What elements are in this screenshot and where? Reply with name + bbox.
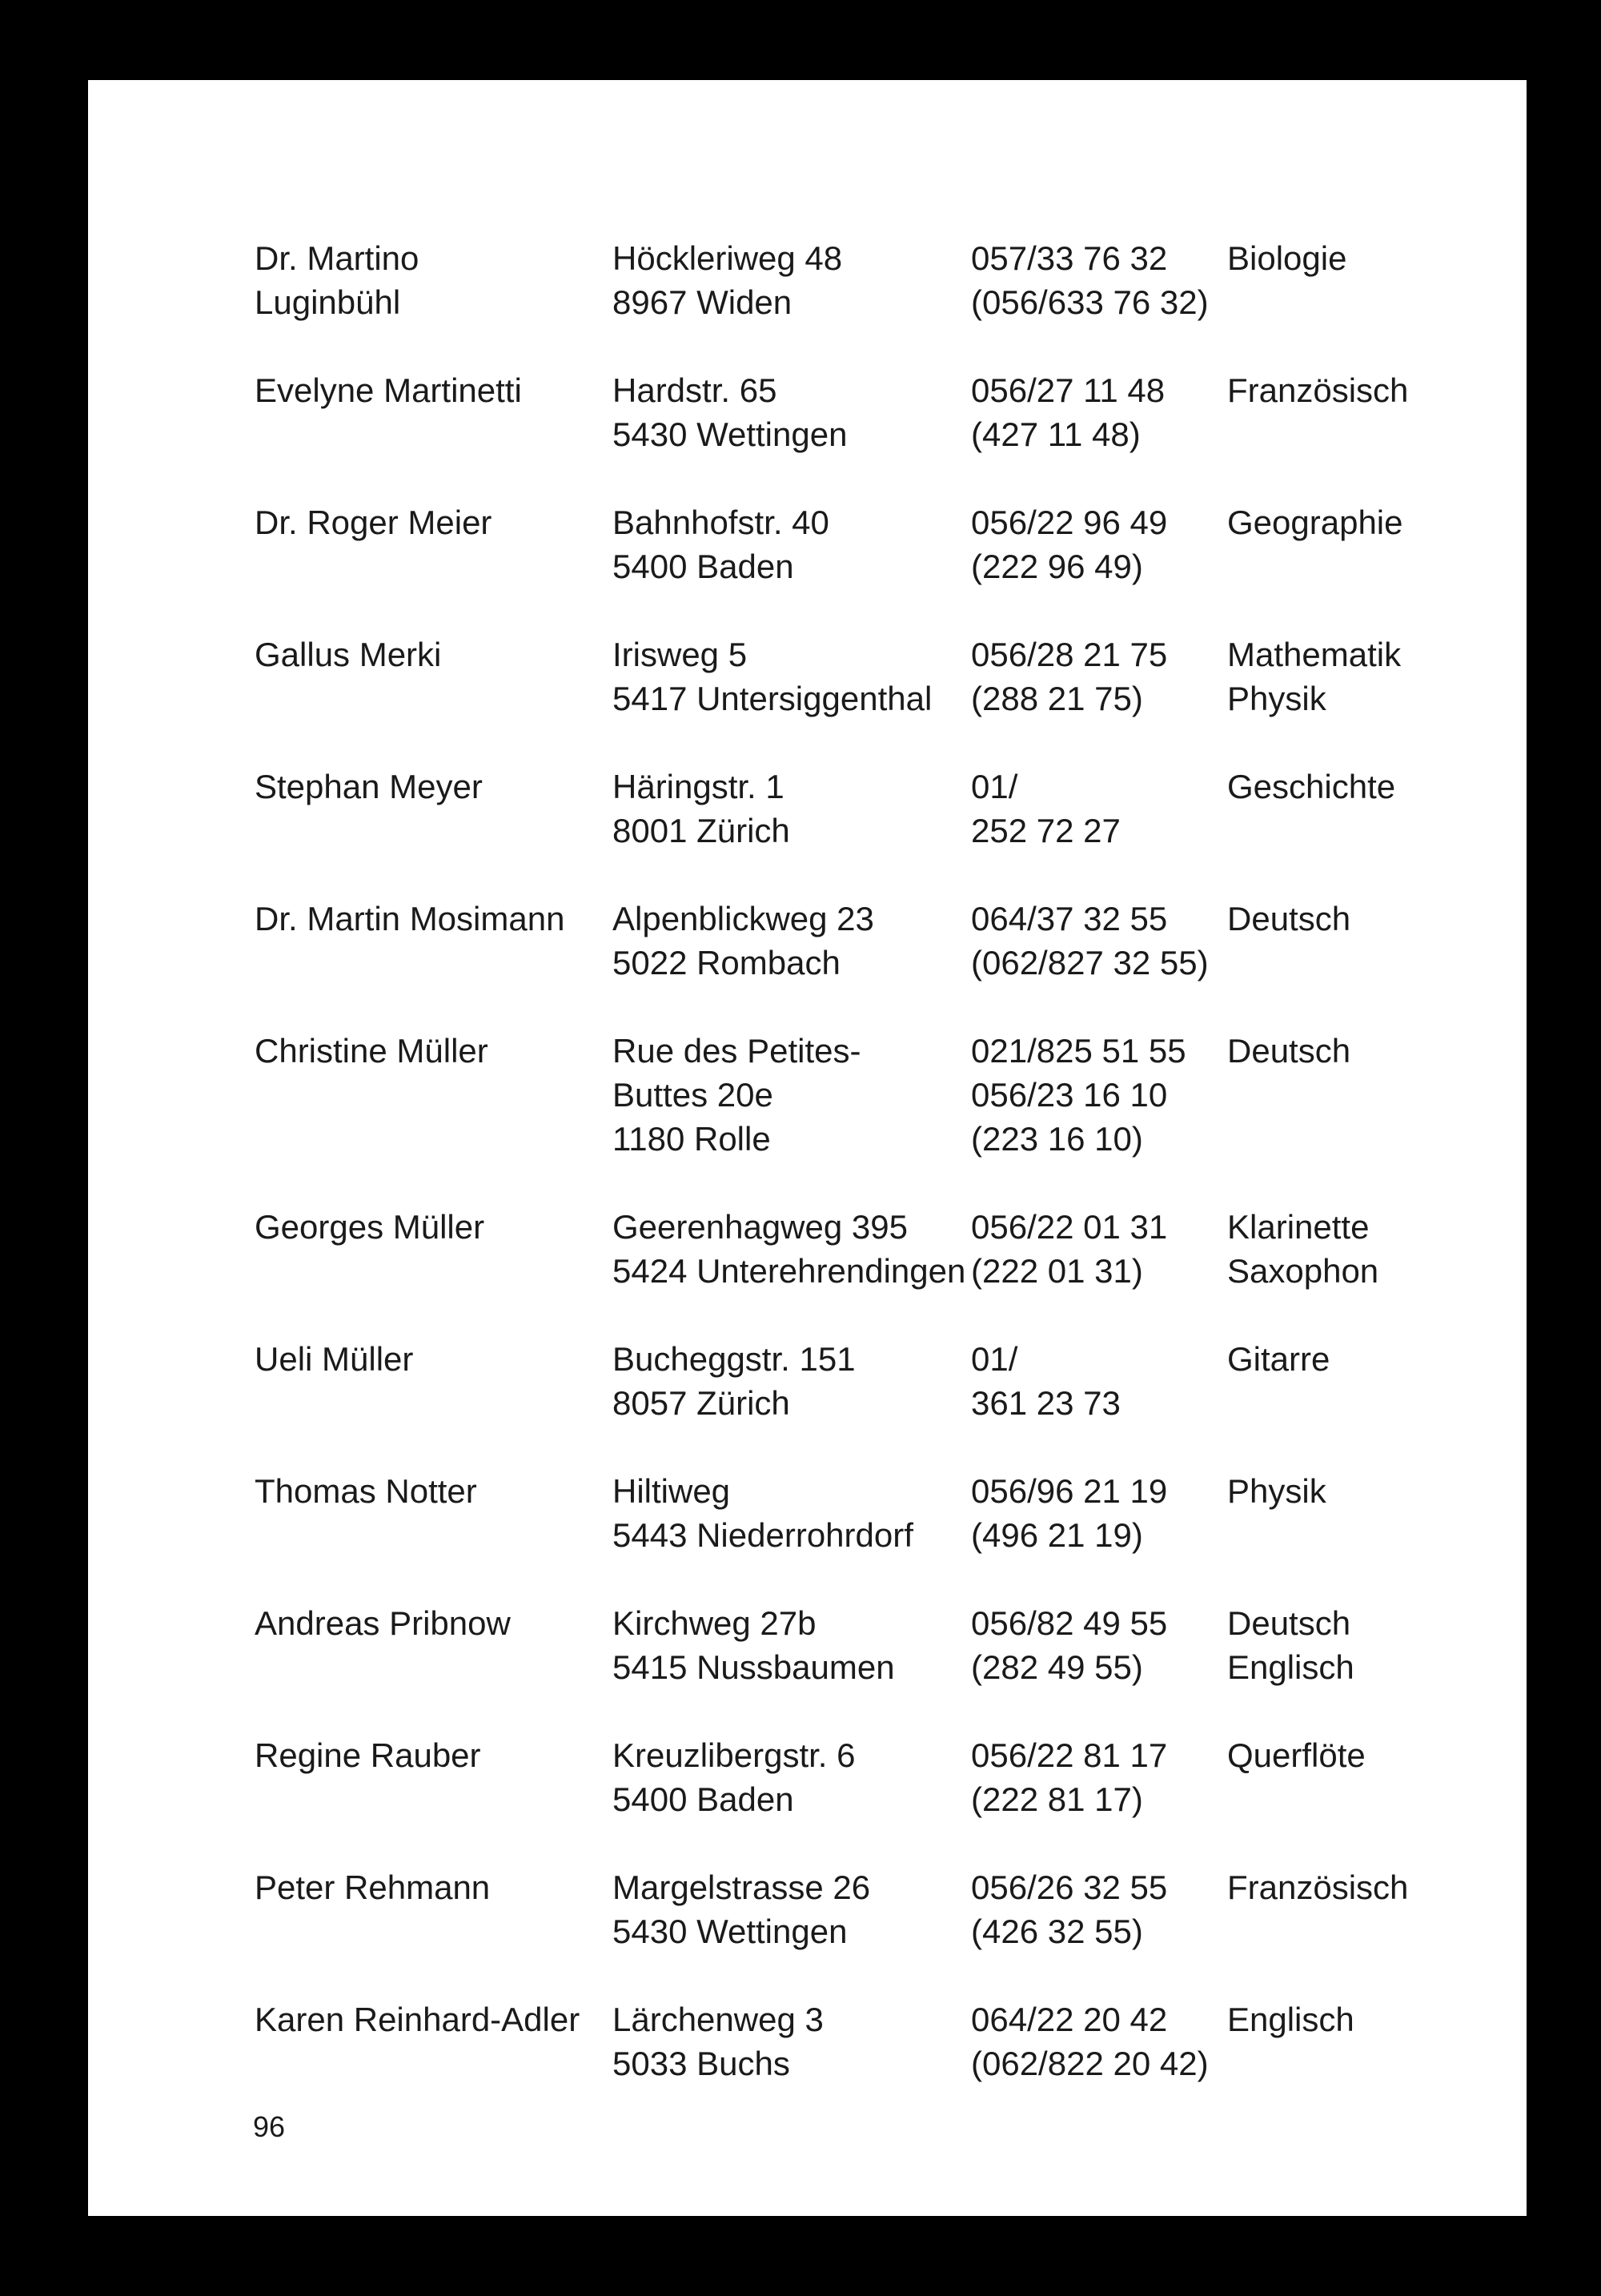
address-line: 8057 Zürich [612, 1384, 790, 1422]
subject-line: Deutsch [1227, 900, 1351, 937]
subject-line: Querflöte [1227, 1736, 1366, 1774]
phone-line: (056/633 76 32) [971, 283, 1209, 321]
entry-name [255, 500, 492, 544]
entry-phone [971, 236, 1209, 324]
entry-phone [971, 500, 1167, 588]
address-line: Buttes 20e [612, 1076, 773, 1114]
address-line: Kirchweg 27b [612, 1604, 817, 1642]
address-line: Hiltiweg [612, 1472, 731, 1510]
entry-phone [971, 632, 1167, 721]
entry-address [612, 500, 829, 588]
subject-line: Mathematik [1227, 636, 1402, 673]
subject-line: Französisch [1227, 1869, 1409, 1906]
entry-address [612, 236, 842, 324]
entry-phone [971, 1733, 1167, 1821]
entry-address [612, 1865, 870, 1953]
subject-line: Deutsch [1227, 1032, 1351, 1070]
address-line: Kreuzlibergstr. 6 [612, 1736, 856, 1774]
address-line: 5417 Untersiggenthal [612, 680, 933, 717]
address-line: 5424 Unterehrendingen [612, 1252, 966, 1290]
subject-line: Physik [1227, 680, 1326, 717]
phone-line: 056/22 96 49 [971, 504, 1168, 541]
name-line: Dr. Martin Mosimann [255, 900, 565, 937]
phone-line: 056/27 11 48 [971, 371, 1166, 409]
address-line: 5022 Rombach [612, 944, 841, 981]
entry-phone [971, 1029, 1186, 1161]
phone-line: (223 16 10) [971, 1120, 1143, 1158]
entry-name [255, 1601, 511, 1645]
entry-address [612, 1997, 824, 2085]
entry-name [255, 236, 419, 324]
entry-subject [1227, 236, 1346, 280]
phone-line: (222 96 49) [971, 548, 1143, 585]
phone-line: 021/825 51 55 [971, 1032, 1186, 1070]
entry-name [255, 1997, 580, 2041]
document-page [88, 80, 1527, 2216]
entry-address [612, 1205, 965, 1293]
address-line: 5430 Wettingen [612, 1913, 848, 1950]
entry-name [255, 1865, 490, 1909]
entry-address [612, 1733, 855, 1821]
entry-name [255, 1733, 481, 1777]
subject-line: Deutsch [1227, 1604, 1351, 1642]
address-line: 5033 Buchs [612, 2045, 790, 2082]
phone-line: (427 11 48) [971, 415, 1141, 453]
name-line: Karen Reinhard-Adler [255, 2001, 580, 2038]
entry-name [255, 765, 483, 809]
entry-address [612, 1469, 913, 1557]
entry-name [255, 1029, 488, 1073]
entry-phone [971, 897, 1209, 985]
entry-name [255, 1469, 477, 1513]
address-line: 5415 Nussbaumen [612, 1648, 895, 1686]
entry-address [612, 368, 847, 456]
name-line: Gallus Merki [255, 636, 442, 673]
entry-subject [1227, 1337, 1330, 1381]
entry-subject [1227, 500, 1403, 544]
entry-phone [971, 1865, 1167, 1953]
page-number: 96 [253, 2110, 286, 2143]
entry-name [255, 1205, 484, 1249]
address-line: Margelstrasse 26 [612, 1869, 871, 1906]
address-line: Rue des Petites- [612, 1032, 861, 1070]
phone-line: (222 81 17) [971, 1780, 1143, 1818]
entry-phone [971, 1601, 1167, 1689]
name-line: Regine Rauber [255, 1736, 481, 1774]
name-line: Dr. Roger Meier [255, 504, 492, 541]
address-line: Häringstr. 1 [612, 768, 784, 805]
phone-line: 056/82 49 55 [971, 1604, 1168, 1642]
phone-line: (062/827 32 55) [971, 944, 1209, 981]
entry-subject [1227, 632, 1401, 721]
name-line: Luginbühl [255, 283, 401, 321]
phone-line: 056/96 21 19 [971, 1472, 1168, 1510]
address-line: 8001 Zürich [612, 812, 790, 849]
address-line: Hardstr. 65 [612, 371, 777, 409]
phone-line: 01/ [971, 1340, 1018, 1378]
phone-line: 056/26 32 55 [971, 1869, 1168, 1906]
phone-line: (282 49 55) [971, 1648, 1143, 1686]
phone-line: 361 23 73 [971, 1384, 1121, 1422]
subject-line: Physik [1227, 1472, 1326, 1510]
entry-phone [971, 1337, 1121, 1425]
phone-line: 056/22 01 31 [971, 1208, 1168, 1246]
phone-line: 01/ [971, 768, 1018, 805]
subject-line: Französisch [1227, 371, 1409, 409]
name-line: Andreas Pribnow [255, 1604, 511, 1642]
subject-line: Gitarre [1227, 1340, 1330, 1378]
entry-subject [1227, 1029, 1350, 1073]
name-line: Dr. Martino [255, 239, 419, 277]
address-line: 5443 Niederrohrdorf [612, 1516, 913, 1554]
name-line: Thomas Notter [255, 1472, 477, 1510]
entry-address [612, 765, 790, 853]
subject-line: Englisch [1227, 1648, 1354, 1686]
entry-subject [1227, 1601, 1354, 1689]
phone-line: (496 21 19) [971, 1516, 1143, 1554]
subject-line: Biologie [1227, 239, 1347, 277]
phone-line: (288 21 75) [971, 680, 1143, 717]
phone-line: 057/33 76 32 [971, 239, 1168, 277]
entry-address [612, 1337, 856, 1425]
name-line: Ueli Müller [255, 1340, 414, 1378]
entry-subject [1227, 897, 1350, 941]
subject-line: Saxophon [1227, 1252, 1379, 1290]
phone-line: 064/22 20 42 [971, 2001, 1168, 2038]
entry-phone [971, 368, 1165, 456]
entry-subject [1227, 1865, 1408, 1909]
address-line: 5400 Baden [612, 548, 794, 585]
phone-line: 056/22 81 17 [971, 1736, 1168, 1774]
phone-line: (222 01 31) [971, 1252, 1143, 1290]
entry-phone [971, 1469, 1167, 1557]
entry-subject [1227, 1469, 1326, 1513]
entry-subject [1227, 765, 1395, 809]
address-line: Bucheggstr. 151 [612, 1340, 856, 1378]
name-line: Evelyne Martinetti [255, 371, 522, 409]
entry-address [612, 1601, 895, 1689]
address-line: 5430 Wettingen [612, 415, 848, 453]
entry-phone [971, 765, 1121, 853]
address-line: Geerenhagweg 395 [612, 1208, 908, 1246]
address-line: Lärchenweg 3 [612, 2001, 824, 2038]
address-line: 1180 Rolle [612, 1120, 771, 1158]
address-line: Höckleriweg 48 [612, 239, 843, 277]
subject-line: Englisch [1227, 2001, 1354, 2038]
entry-subject [1227, 368, 1408, 412]
entry-subject [1227, 1997, 1354, 2041]
entry-subject [1227, 1733, 1366, 1777]
phone-line: (426 32 55) [971, 1913, 1143, 1950]
subject-line: Klarinette [1227, 1208, 1370, 1246]
entry-phone [971, 1205, 1167, 1293]
subject-line: Geschichte [1227, 768, 1396, 805]
name-line: Christine Müller [255, 1032, 488, 1070]
address-line: Irisweg 5 [612, 636, 748, 673]
subject-line: Geographie [1227, 504, 1403, 541]
entry-name [255, 632, 441, 676]
entry-name [255, 368, 522, 412]
phone-line: (062/822 20 42) [971, 2045, 1209, 2082]
entry-address [612, 632, 932, 721]
entry-phone [971, 1997, 1209, 2085]
entry-name [255, 1337, 413, 1381]
name-line: Peter Rehmann [255, 1869, 491, 1906]
address-line: 8967 Widen [612, 283, 792, 321]
entry-name [255, 897, 564, 941]
entry-address [612, 1029, 861, 1161]
address-line: Alpenblickweg 23 [612, 900, 874, 937]
name-line: Georges Müller [255, 1208, 485, 1246]
entry-address [612, 897, 874, 985]
address-line: Bahnhofstr. 40 [612, 504, 829, 541]
phone-line: 252 72 27 [971, 812, 1121, 849]
entry-subject [1227, 1205, 1378, 1293]
name-line: Stephan Meyer [255, 768, 483, 805]
phone-line: 056/23 16 10 [971, 1076, 1168, 1114]
phone-line: 056/28 21 75 [971, 636, 1168, 673]
address-line: 5400 Baden [612, 1780, 794, 1818]
phone-line: 064/37 32 55 [971, 900, 1168, 937]
